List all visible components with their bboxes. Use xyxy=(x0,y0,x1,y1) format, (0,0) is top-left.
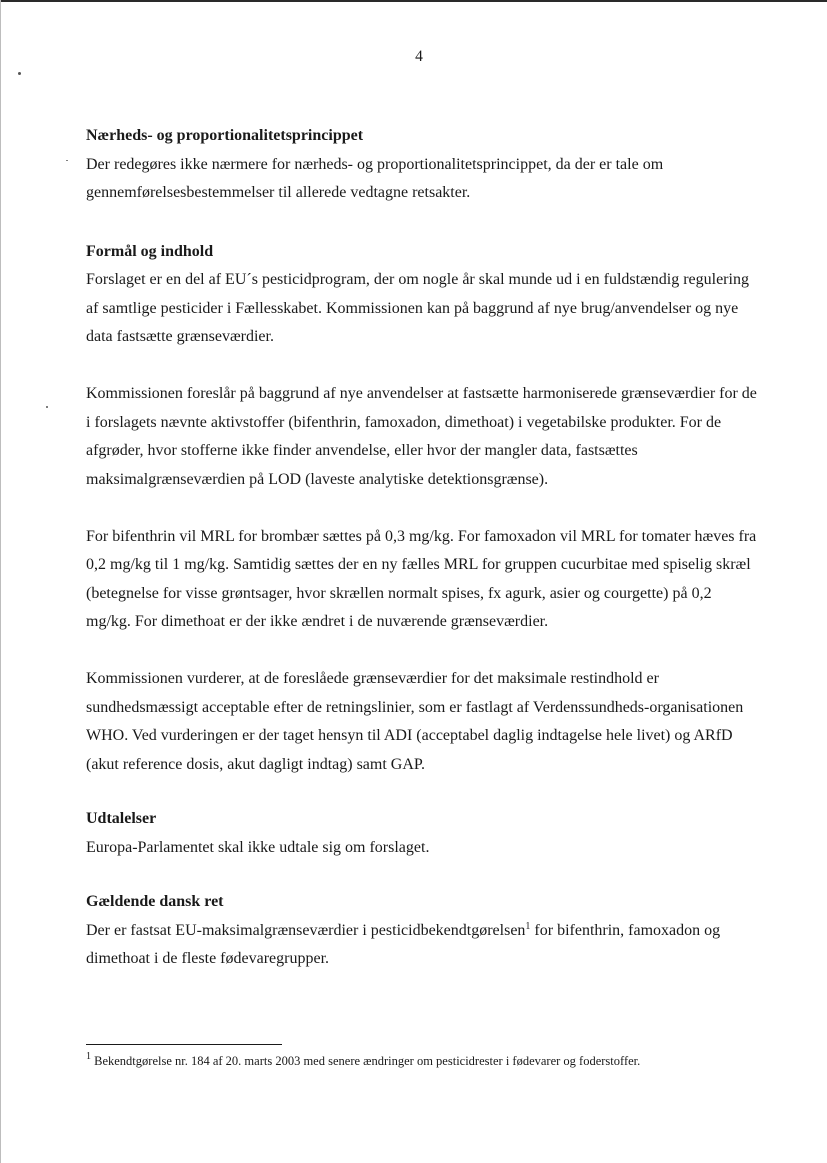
scan-speck xyxy=(46,406,48,408)
footnote xyxy=(86,1052,766,1070)
section-heading: Gældende dansk ret xyxy=(86,893,224,910)
section-heading: Nærheds- og proportionalitetsprincippet xyxy=(86,127,364,144)
section-heading: Udtalelser xyxy=(86,810,157,827)
section-formaal xyxy=(86,238,758,780)
section-udtalelser xyxy=(86,805,758,862)
section-paragraph xyxy=(86,917,758,974)
section-heading: Formål og indhold xyxy=(86,242,214,260)
section-paragraph: Europa-Parlamentet skal ikke udtale sig om forslaget. xyxy=(86,838,430,856)
section-paragraph: Kommissionen vurderer, at de foreslåede grænseværdier for det maksimale restindhold er sundhedsmæssigt acceptable efter de retningslinier, som er fastlagt af Verdenssundheds-organisationen WHO. Ved vurderingen er der taget hensyn til ADI (acceptabel daglig indtagelse hele livet) og ARfD (akut reference dosis, akut dagligt indtag) samt GAP. xyxy=(86,670,744,773)
section-paragraph: For bifenthrin vil MRL for brombær sættes på 0,3 mg/kg. For famoxadon vil MRL for tomater hæves fra 0,2 mg/kg til 1 mg/kg. Samtidig sættes der en ny fælles MRL for gruppen cucurbitae med spiselig skræl (betegnelse for visse grøntsager, hvor skrællen normalt spises, fx agurk, asier og courgette) på 0,2 mg/kg. For dimethoat er der ikke ændret i de nuværende grænseværdier. xyxy=(86,527,757,630)
paragraph-text: Der er fastsat EU-maksimalgrænseværdier i pesticidbekendtgørelsen xyxy=(86,921,526,939)
section-paragraph: Der redegøres ikke nærmere for nærheds- og proportionalitetsprincippet, da der er tale om gennemførelsesbestemmelser til allerede vedtagne retsakter. xyxy=(86,155,664,201)
footnote-separator xyxy=(86,1044,282,1045)
page-top-border xyxy=(0,0,827,2)
section-paragraph: Forslaget er en del af EU´s pesticidprogram, der om nogle år skal munde ud i en fuldstændig regulering af samtlige pesticider i Fællesskabet. Kommissionen kan på baggrund af nye brug/anvendelser og nye data fastsætte grænseværdier. xyxy=(86,271,749,345)
footnote-reference[interactable]: 1 xyxy=(525,920,531,932)
section-paragraph: Kommissionen foreslår på baggrund af nye anvendelser at fastsætte harmoniserede grænseværdier for de i forslagets nævnte aktivstoffer (bifenthrin, famoxadon, dimethoat) i vegetabilske produkter. For de afgrøder, hvor stofferne ikke finder anvendelse, eller hvor der mangler data, fastsættes maksimalgrænseværdien på LOD (laveste analytiske detektionsgrænse). xyxy=(86,385,757,488)
footnote-marker: 1 xyxy=(86,1051,91,1062)
footnote-text: Bekendtgørelse nr. 184 af 20. marts 2003 med senere ændringer om pesticidrester i fødevarer og foderstoffer. xyxy=(91,1054,641,1068)
page-number: 4 xyxy=(415,48,423,65)
section-gaeldende xyxy=(86,888,758,974)
section-naerhed xyxy=(86,122,758,208)
page-left-edge xyxy=(0,0,1,1163)
paragraph-text: for bifenthrin, famoxadon og dimethoat i de fleste fødevaregrupper. xyxy=(86,921,721,967)
scan-speck xyxy=(18,72,21,75)
scan-speck xyxy=(66,160,68,161)
document-body xyxy=(86,122,758,974)
